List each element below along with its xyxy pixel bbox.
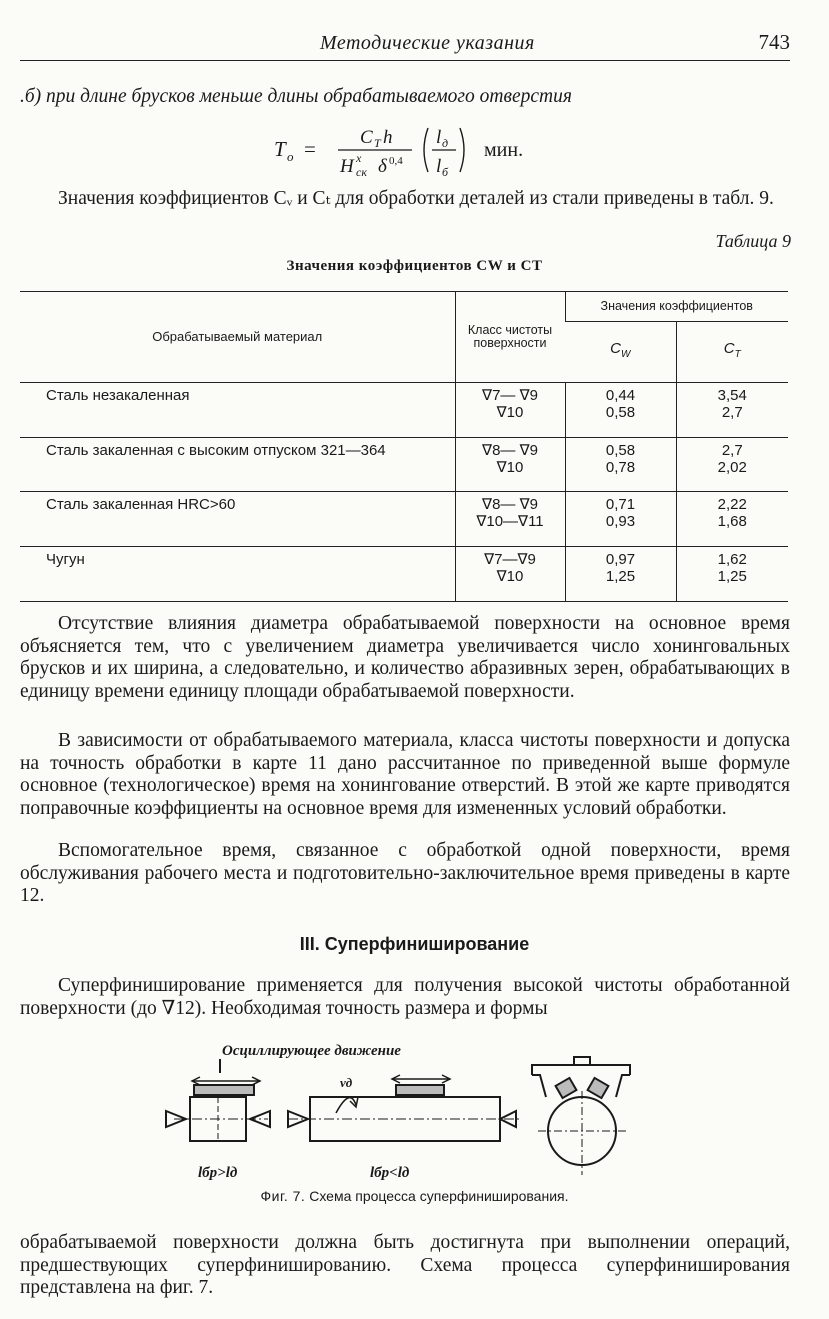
formula-den-sup: x xyxy=(356,151,362,165)
figure-label-mid: lбр<lд xyxy=(370,1165,410,1181)
formula-num-h: h xyxy=(383,127,393,148)
formula-unit: мин. xyxy=(484,139,524,161)
formula xyxy=(270,122,570,178)
running-header xyxy=(20,30,790,61)
material-cell: Сталь закаленная с высоким отпуском 321—364 xyxy=(20,437,455,492)
header-material: Обрабатываемый материал xyxy=(20,292,455,383)
table-caption: Значения коэффициентов CW и CT xyxy=(286,258,543,274)
figure-label-vd: vд xyxy=(340,1075,353,1090)
figure-superfinishing xyxy=(160,1035,660,1185)
table-row xyxy=(20,382,788,437)
table-row xyxy=(20,437,788,492)
page-number: 743 xyxy=(758,30,790,54)
table-number: Таблица 9 xyxy=(715,231,791,251)
table-row xyxy=(20,492,788,547)
material-cell: Сталь незакаленная xyxy=(20,382,455,437)
formula-paren-right xyxy=(460,128,464,172)
cw-cell: 0,97 1,25 xyxy=(565,547,676,602)
figure-caption-number: Фиг. 7. xyxy=(260,1188,306,1204)
formula-num-c-sub: T xyxy=(374,136,381,150)
formula-frac2-num: l xyxy=(436,127,442,148)
formula-num-c: C xyxy=(360,127,373,148)
formula-den-delta: δ xyxy=(378,156,387,177)
formula-den-h: H xyxy=(340,156,354,177)
formula-t-sub: o xyxy=(287,149,294,164)
formula-frac2-num-sub: д xyxy=(442,136,449,150)
figure-graphic xyxy=(160,1035,660,1185)
ct-cell: 3,54 2,7 xyxy=(676,382,788,437)
intro-line: .б) при длине брусков меньше длины обрабатываемого отверстия xyxy=(20,86,572,107)
header-cw: $C_W$ xyxy=(565,321,676,382)
class-cell: ∇8— ∇9 ∇10—∇11 xyxy=(455,492,565,547)
class-cell: ∇7—∇9 ∇10 xyxy=(455,547,565,602)
cw-cell: 0,58 0,78 xyxy=(565,437,676,492)
formula-paren-left xyxy=(424,128,428,172)
paragraph-coefficients: Значения коэффициентов Cᵥ и Cₜ для обработки деталей из стали приведены в табл. 9. xyxy=(58,188,774,209)
formula-frac2-den: l xyxy=(436,156,442,177)
ct-cell: 1,62 1,25 xyxy=(676,547,788,602)
section-heading: III. Суперфиниширование xyxy=(299,934,530,954)
figure-caption xyxy=(0,1188,829,1204)
cw-cell: 0,71 0,93 xyxy=(565,492,676,547)
coefficients-table xyxy=(20,291,788,602)
formula-graphic xyxy=(270,122,570,178)
figure-caption-text: Схема процесса суперфиниширования. xyxy=(309,1188,569,1204)
ct-cell: 2,22 1,68 xyxy=(676,492,788,547)
header-ct: $C_T$ xyxy=(676,321,788,382)
formula-frac2-den-sub: б xyxy=(442,165,449,178)
table-row xyxy=(20,547,788,602)
material-cell: Сталь закаленная HRC>60 xyxy=(20,492,455,547)
class-cell: ∇7— ∇9 ∇10 xyxy=(455,382,565,437)
running-title: Методические указания xyxy=(320,32,535,54)
paragraph-diameter: Отсутствие влияния диаметра обрабатываемой поверхности на основное время объясняется тем, что с увеличением диаметра увеличивается число хонинговальных брусков и их ширина, а следовательно, и количество абразивных зерен, обрабатывающих в единицу времени единицу площади обрабатываемой поверхности. xyxy=(20,613,790,702)
formula-den-pow: 0,4 xyxy=(389,155,403,167)
formula-eq: = xyxy=(304,137,316,161)
class-cell: ∇8— ∇9 ∇10 xyxy=(455,437,565,492)
ct-cell: 2,7 2,02 xyxy=(676,437,788,492)
material-cell: Чугун xyxy=(20,547,455,602)
figure-label-left: lбр>lд xyxy=(198,1165,238,1181)
formula-t: T xyxy=(274,137,286,161)
paragraph-final: обрабатываемой поверхности должна быть достигнута при выполнении операций, предшествующих суперфинишированию. Схема процесса суперфиниширования представлена на фиг. 7. xyxy=(20,1232,790,1298)
paragraph-card-11: В зависимости от обрабатываемого материала, класса чистоты поверхности и допуска на точность обработки в карте 11 дано рассчитанное по приведенной выше формуле основное (технологическое) время на хонингование отверстий. В этой же карте приводятся поправочные коэффициенты на основное время для измененных условий обработки. xyxy=(20,730,790,819)
table-header-row xyxy=(20,292,788,322)
paragraph-card-12: Вспомогательное время, связанное с обработкой одной поверхности, время обслуживания рабочего места и подготовительно-заключительное время приведены в карте 12. xyxy=(20,840,790,906)
figure-label-motion: Осциллирующее движение xyxy=(222,1043,401,1059)
header-values: Значения коэффициентов xyxy=(565,292,788,322)
cw-cell: 0,44 0,58 xyxy=(565,382,676,437)
paragraph-superfinishing: Суперфиниширование применяется для получения высокой чистоты обработанной поверхности (до ∇12). Необходимая точность размера и формы xyxy=(20,975,790,1019)
header-class: Класс чистоты поверхности xyxy=(455,292,565,383)
formula-den-sub: ск xyxy=(356,165,367,178)
